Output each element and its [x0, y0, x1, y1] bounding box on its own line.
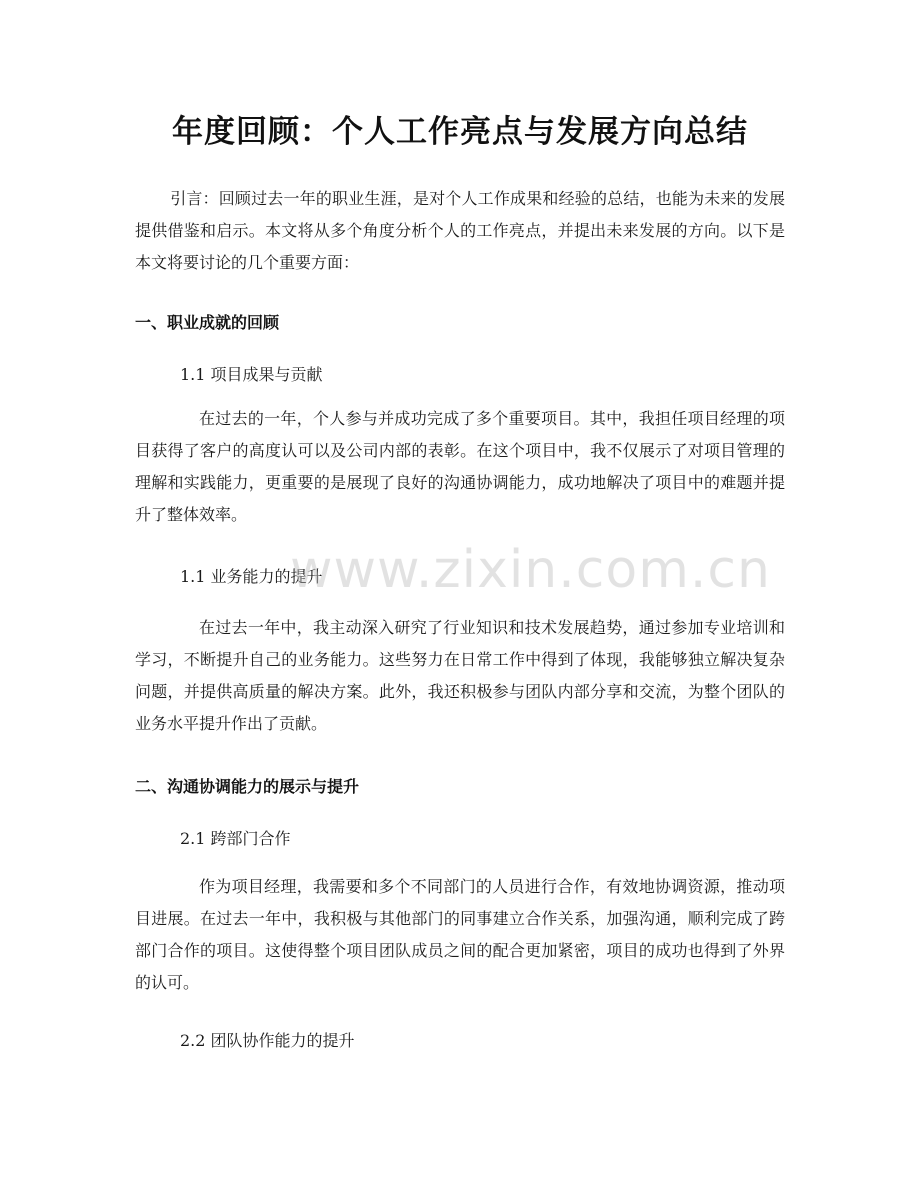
- subsection-heading-1-2: 1.1 业务能力的提升: [180, 567, 323, 586]
- subsection-heading-1-1: 1.1 项目成果与贡献: [180, 365, 323, 384]
- subsection-heading-2-2: 2.2 团队协作能力的提升: [180, 1031, 355, 1050]
- subsection-body-2-1: 作为项目经理，我需要和多个不同部门的人员进行合作，有效地协调资源，推动项目进展。在过去一年中，我积极与其他部门的同事建立合作关系，加强沟通，顺利完成了跨部门合作的项目。这使得整个项目团队成员之间的配合更加紧密，项目的成功也得到了外界的认可。: [135, 877, 785, 992]
- subsection-heading-2-1: 2.1 跨部门合作: [180, 829, 291, 848]
- watermark-text: www.zixin.com.cn: [290, 540, 771, 600]
- document-title: 年度回顾：个人工作亮点与发展方向总结: [172, 114, 748, 150]
- subsection-body-1-2: 在过去一年中，我主动深入研究了行业知识和技术发展趋势，通过参加专业培训和学习，不断提升自己的业务能力。这些努力在日常工作中得到了体现，我能够独立解决复杂问题，并提供高质量的解决方案。此外，我还积极参与团队内部分享和交流，为整个团队的业务水平提升作出了贡献。: [135, 618, 785, 733]
- section-heading-2: 二、沟通协调能力的展示与提升: [135, 777, 360, 796]
- subsection-body-1-1: 在过去的一年，个人参与并成功完成了多个重要项目。其中，我担任项目经理的项目获得了客户的高度认可以及公司内部的表彰。在这个项目中，我不仅展示了对项目管理的理解和实践能力，更重要的是展现了良好的沟通协调能力，成功地解决了项目中的难题并提升了整体效率。: [135, 409, 785, 524]
- section-heading-1: 一、职业成就的回顾: [135, 313, 280, 332]
- intro-paragraph: 引言：回顾过去一年的职业生涯，是对个人工作成果和经验的总结，也能为未来的发展提供借鉴和启示。本文将从多个角度分析个人的工作亮点，并提出未来发展的方向。以下是本文将要讨论的几个重要方面：: [135, 189, 785, 272]
